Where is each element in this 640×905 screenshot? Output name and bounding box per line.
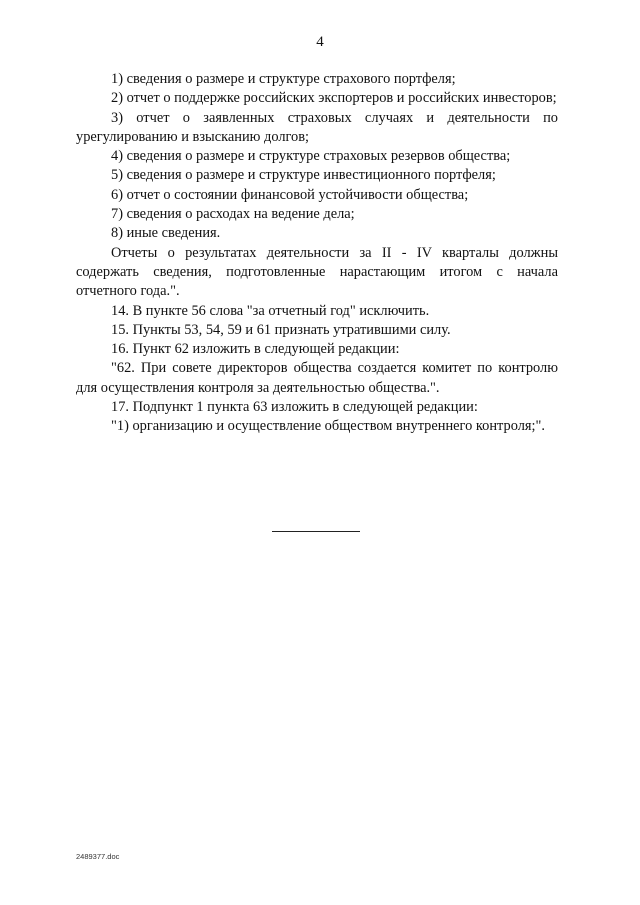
list-item-1: 1) сведения о размере и структуре страхового портфеля; [111, 71, 456, 87]
amendment-14: 14. В пункте 56 слова "за отчетный год" исключить. [111, 302, 430, 319]
list-item-6: 6) отчет о состоянии финансовой устойчивости общества; [111, 186, 469, 203]
quarterly-reports-paragraph: Отчеты о результатах деятельности за II - IV кварталы должны содержать сведения, подготовленные нарастающим итогом с начала отчетного года.". [76, 244, 558, 300]
document-body [76, 70, 558, 437]
list-item-8: 8) иные сведения. [111, 225, 221, 242]
list-item-7: 7) сведения о расходах на ведение дела; [111, 206, 355, 223]
amendment-15: 15. Пункты 53, 54, 59 и 61 признать утратившими силу. [111, 321, 451, 338]
amendment-16-text: "62. При совете директоров общества создается комитет по контролю для осуществления контроля за деятельностью общества.". [76, 360, 558, 396]
footer-filename: 2489377.doc [76, 852, 120, 861]
amendment-17: 17. Подпункт 1 пункта 63 изложить в следующей редакции: [111, 399, 478, 416]
list-item-4: 4) сведения о размере и структуре страховых резервов общества; [111, 148, 511, 165]
list-item-3: 3) отчет о заявленных страховых случаях и деятельности по урегулированию и взысканию долгов; [76, 109, 558, 145]
list-item-2: 2) отчет о поддержке российских экспортеров и российских инвесторов; [111, 90, 557, 107]
list-item-5: 5) сведения о размере и структуре инвестиционного портфеля; [111, 167, 496, 184]
end-separator-line [272, 531, 360, 532]
amendment-17-text: "1) организацию и осуществление обществом внутреннего контроля;". [111, 418, 545, 435]
page-number: 4 [316, 34, 324, 50]
amendment-16: 16. Пункт 62 изложить в следующей редакции: [111, 341, 400, 358]
